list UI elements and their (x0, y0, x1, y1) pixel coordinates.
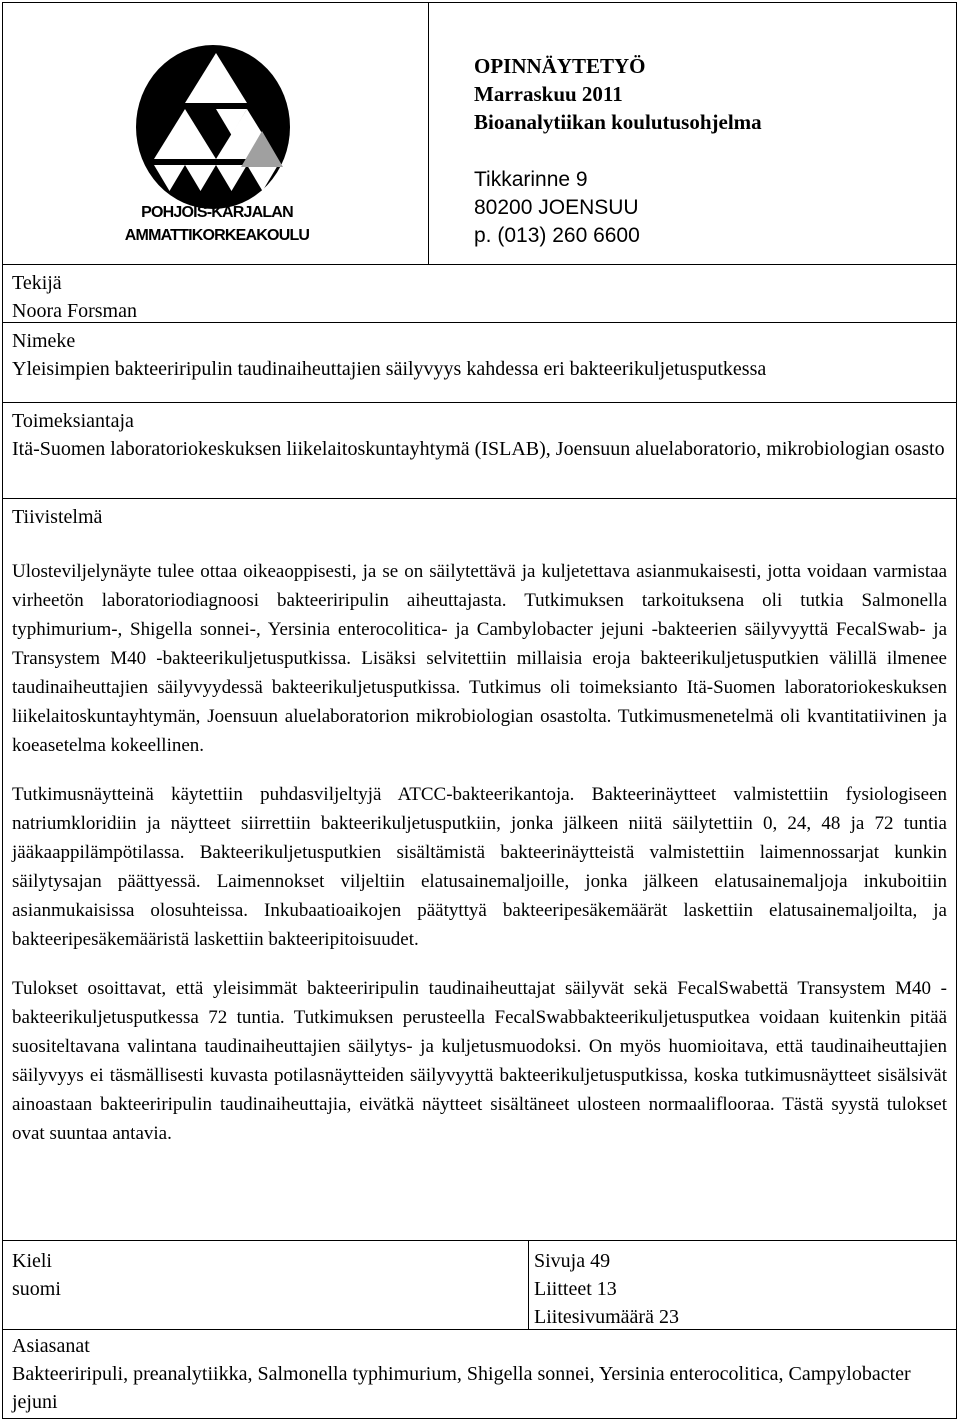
thesis-title: Yleisimpien bakteeriripulin taudinaiheuttajien säilyvyys kahdessa eri bakteerikuljetusputkessa (12, 358, 767, 380)
author-label: Tekijä (12, 272, 62, 294)
appendix-page-count: Liitesivumäärä 23 (534, 1306, 679, 1328)
commissioner-value: Itä-Suomen laboratoriokeskuksen liikelaitoskuntayhtymä (ISLAB), Joensuun aluelaboratorio, mikrobiologian osasto (12, 438, 945, 460)
page-count: Sivuja 49 (534, 1250, 611, 1272)
commissioner-label: Toimeksiantaja (12, 410, 134, 432)
abstract-paragraph-2: Tutkimusnäytteinä käytettiin puhdasviljeltyjä ATCC-bakteerikantoja. Bakteerinäytteet valmistettiin fysiologiseen natriumkloridiin ja näytteet siirrettiin bakteerikuljetusputkiin, jonka jälkeen niitä säilytettiin 0, 24, 48 ja 72 tuntia jääkaappilämpötilassa. Bakteerikuljetusputkien sisältämistä bakteerinäytteistä valmistettiin laimennossarjat kunkin säilytysajan päättyessä. Laimennokset viljeltiin elatusainemaljoille, jonka jälkeen elatusainemaljoja inkuboitiin asianmukaisissa olosuhteissa. Inkubaatioaikojen päätyttyä bakteeripesäkemäärät laskettiin elatusainemaljoilta, ja bakteeripesäkemääristä laskettiin bakteeripitoisuudet. (12, 784, 947, 950)
keywords-value: Bakteeriripuli, preanalytiikka, Salmonella typhimurium, Shigella sonnei, Yersinia enterocolitica, Campylobacter jejuni (12, 1363, 911, 1413)
abstract-paragraph-3: Tulokset osoittavat, että yleisimmät bakteeriripulin taudinaiheuttajat säilyvät sekä FecalSwabettä Transystem M40 -bakteerikuljetusputkessa 72 tuntia. Tutkimuksen perusteella FecalSwabbakteerikuljetusputkea voidaan kuitenkin pitää suositeltavana valintana taudinaiheuttajien säilytys- ja kuljetusmuodoksi. On myös huomioitava, että taudinaiheuttajien säilyvyys ei täsmällisesti kuvasta potilasnäytteiden säilyvyyttä bakteerikuljetusputkissa, koska tutkimusnäytteet sisälsivät ainoastaan bakteeriripulin taudinaiheuttajia, eivätkä näytteet sisältäneet ulosteen normaaliflooraa. Tästä syystä tulokset ovat suuntaa antavia. (12, 978, 947, 1144)
logo-cell (3, 3, 429, 265)
thesis-date: Marraskuu 2011 (474, 82, 623, 106)
address-street: Tikkarinne 9 (474, 168, 588, 191)
language-value: suomi (12, 1278, 61, 1300)
page-count-cell (529, 1241, 956, 1330)
keywords-label: Asiasanat (12, 1335, 90, 1357)
abstract-section (3, 499, 956, 1241)
title-label: Nimeke (12, 330, 76, 352)
phone-number: p. (013) 260 6600 (474, 224, 640, 247)
title-section (3, 323, 956, 403)
appendix-count: Liitteet 13 (534, 1278, 617, 1300)
language-cell (3, 1241, 529, 1330)
commissioner-section (3, 403, 956, 499)
thesis-type: OPINNÄYTETYÖ (474, 54, 646, 78)
author-section (3, 265, 956, 323)
author-name: Noora Forsman (12, 300, 137, 322)
document-frame (2, 2, 957, 1419)
school-logo (121, 43, 321, 248)
abstract-paragraph-1: Ulosteviljelynäyte tulee ottaa oikeaoppisesti, ja se on säilytettävä ja kuljetettava asianmukaisesti, jotta voidaan varmistaa virheetön laboratoriodiagnoosi bakteeriripulin aiheuttajasta. Tutkimuksen tarkoituksena oli tutkia Salmonella typhimurium-, Shigella sonnei-, Yersinia enterocolitica- ja Cambylobacter jejuni -bakteerien säilyvyyttä FecalSwab- ja Transystem M40 -bakteerikuljetusputkissa. Lisäksi selvitettiin millaisia eroja bakteerikuljetusputkien välillä ilmenee taudinaiheuttajien säilyvyydessä bakteerikuljetusputkissa. Tutkimus oli toimeksianto Itä-Suomen laboratoriokeskuksen liikelaitoskuntayhtymän, Joensuun aluelaboratorion mikrobiologian osastolta. Tutkimusmenetelmä oli kvantitatiivinen ja koeasetelma kokeellinen. (12, 561, 947, 756)
language-label: Kieli (12, 1250, 52, 1272)
logo-text-line-2: AMMATTIKORKEAKOULU (124, 227, 310, 244)
logo-text-line-1: POHJOIS-KARJALAN (141, 204, 293, 221)
header-info-cell (429, 3, 957, 265)
degree-programme: Bioanalytiikan koulutusohjelma (474, 110, 762, 134)
abstract-label: Tiivistelmä (12, 506, 103, 528)
keywords-section (3, 1330, 956, 1416)
address-block (474, 166, 640, 250)
thesis-heading (474, 52, 762, 136)
address-city: 80200 JOENSUU (474, 196, 639, 219)
